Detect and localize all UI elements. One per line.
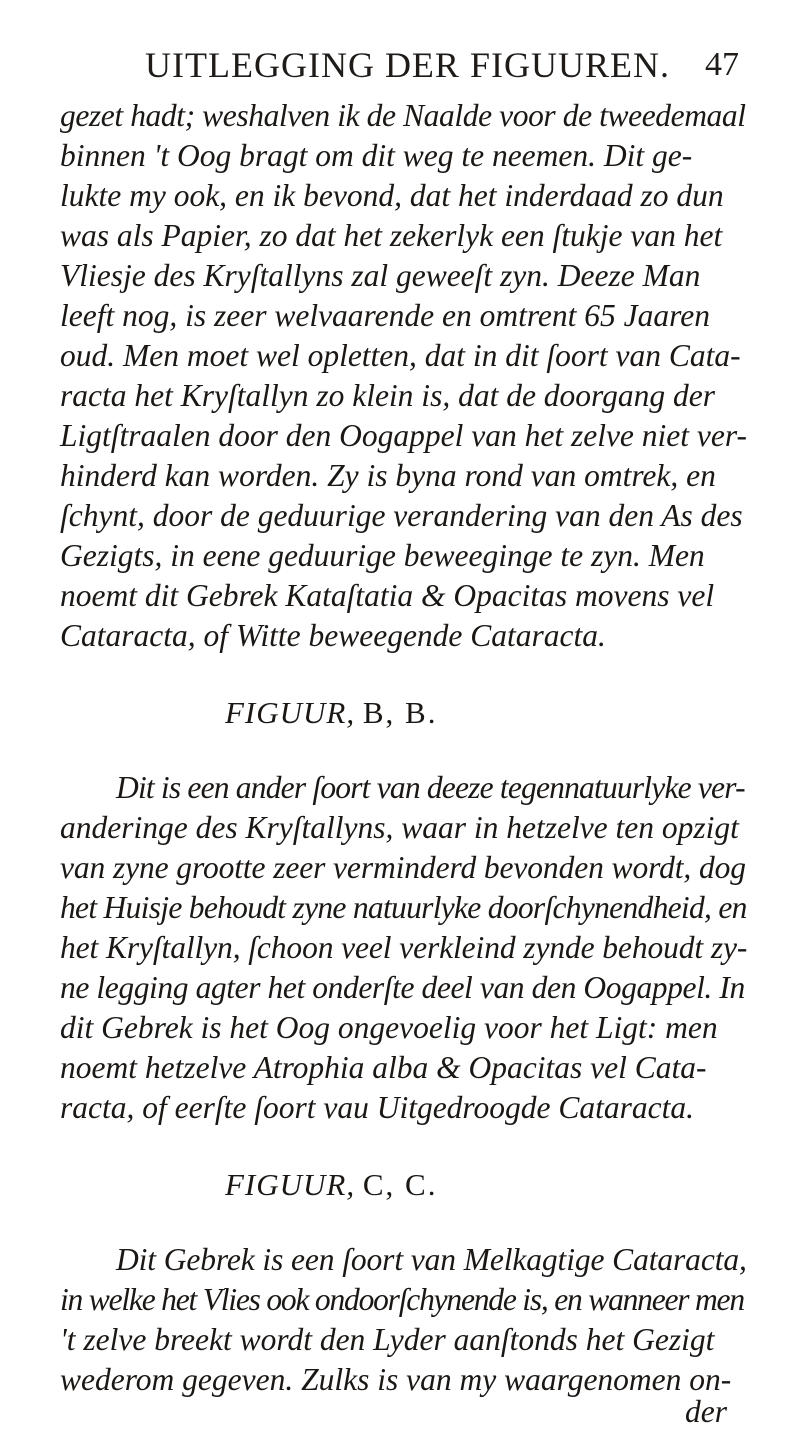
text-line: het Huisje behoudt zyne natuurlyke doorſchynendheid, en — [60, 890, 747, 925]
text-line: Dit Gebrek is een ſoort van Melkagtige Cataracta, — [116, 1242, 747, 1277]
text-line: in welke het Vlies ook ondoorſchynende is, en wanneer men — [60, 1282, 744, 1317]
running-title: UITLEGGING DER FIGUUREN. — [145, 45, 670, 85]
text-line: Cataracta, of Witte beweegende Cataracta. — [60, 618, 606, 653]
text-line: wederom gegeven. Zulks is van my waargenomen on- — [60, 1362, 732, 1397]
text-line: ſchynt, door de geduurige verandering van den As des — [60, 498, 743, 533]
text-line: hinderd kan worden. Zy is byna rond van omtrek, en — [60, 458, 716, 493]
text-line: racta het Kryſtallyn zo klein is, dat de doorgang der — [60, 378, 716, 413]
text-line: Vliesje des Kryſtallyns zal geweeſt zyn. Deeze Man — [60, 258, 701, 293]
text-line: racta, of eerſte ſoort vau Uitgedroogde Cataracta. — [60, 1090, 694, 1125]
text-line: gezet hadt; weshalven ik de Naalde voor de tweedemaal — [60, 98, 746, 133]
text-line: binnen 't Oog bragt om dit weg te neemen. Dit ge- — [60, 138, 693, 173]
text-line: Dit is een ander ſoort van deeze tegennatuurlyke ver- — [116, 770, 745, 805]
text-line: noemt hetzelve Atrophia alba & Opacitas vel Cata- — [60, 1050, 707, 1085]
text-line: 't zelve breekt wordt den Lyder aanſtonds het Gezigt — [60, 1322, 715, 1357]
figure-heading-b — [225, 693, 725, 733]
page-number: 47 — [705, 46, 739, 83]
text-line: Gezigts, in eene geduurige beweeginge te zyn. Men — [60, 538, 705, 573]
text-line: het Kryſtallyn, ſchoon veel verkleind zynde behoudt zy- — [60, 930, 748, 965]
text-line: anderinge des Kryſtallyns, waar in hetzelve ten opzigt — [60, 810, 739, 845]
figure-heading-c — [225, 1165, 725, 1205]
catchword: der — [685, 1394, 727, 1429]
text-line: Ligtſtraalen door den Oogappel van het zelve niet ver- — [60, 418, 747, 453]
text-line: oud. Men moet wel opletten, dat in dit ſoort van Cata- — [60, 338, 741, 373]
heading-letters: B, B. — [362, 695, 438, 730]
text-line: dit Gebrek is het Oog ongevoelig voor het Ligt: men — [60, 1010, 718, 1045]
heading-letters: C, C. — [362, 1167, 438, 1202]
text-line: was als Papier, zo dat het zekerlyk een ſtukje van het — [60, 218, 723, 253]
page-header — [145, 40, 745, 90]
heading-word: FIGUUR, — [225, 695, 356, 730]
text-line: leeft nog, is zeer welvaarende en omtrent 65 Jaaren — [60, 298, 710, 333]
text-line: lukte my ook, en ik bevond, dat het inderdaad zo dun — [60, 178, 724, 213]
text-line: noemt dit Gebrek Kataſtatia & Opacitas movens vel — [60, 578, 715, 613]
text-line: van zyne grootte zeer verminderd bevonden wordt, dog — [60, 850, 746, 885]
heading-word: FIGUUR, — [225, 1167, 356, 1202]
text-line: ne legging agter het onderſte deel van den Oogappel. In — [60, 970, 745, 1005]
